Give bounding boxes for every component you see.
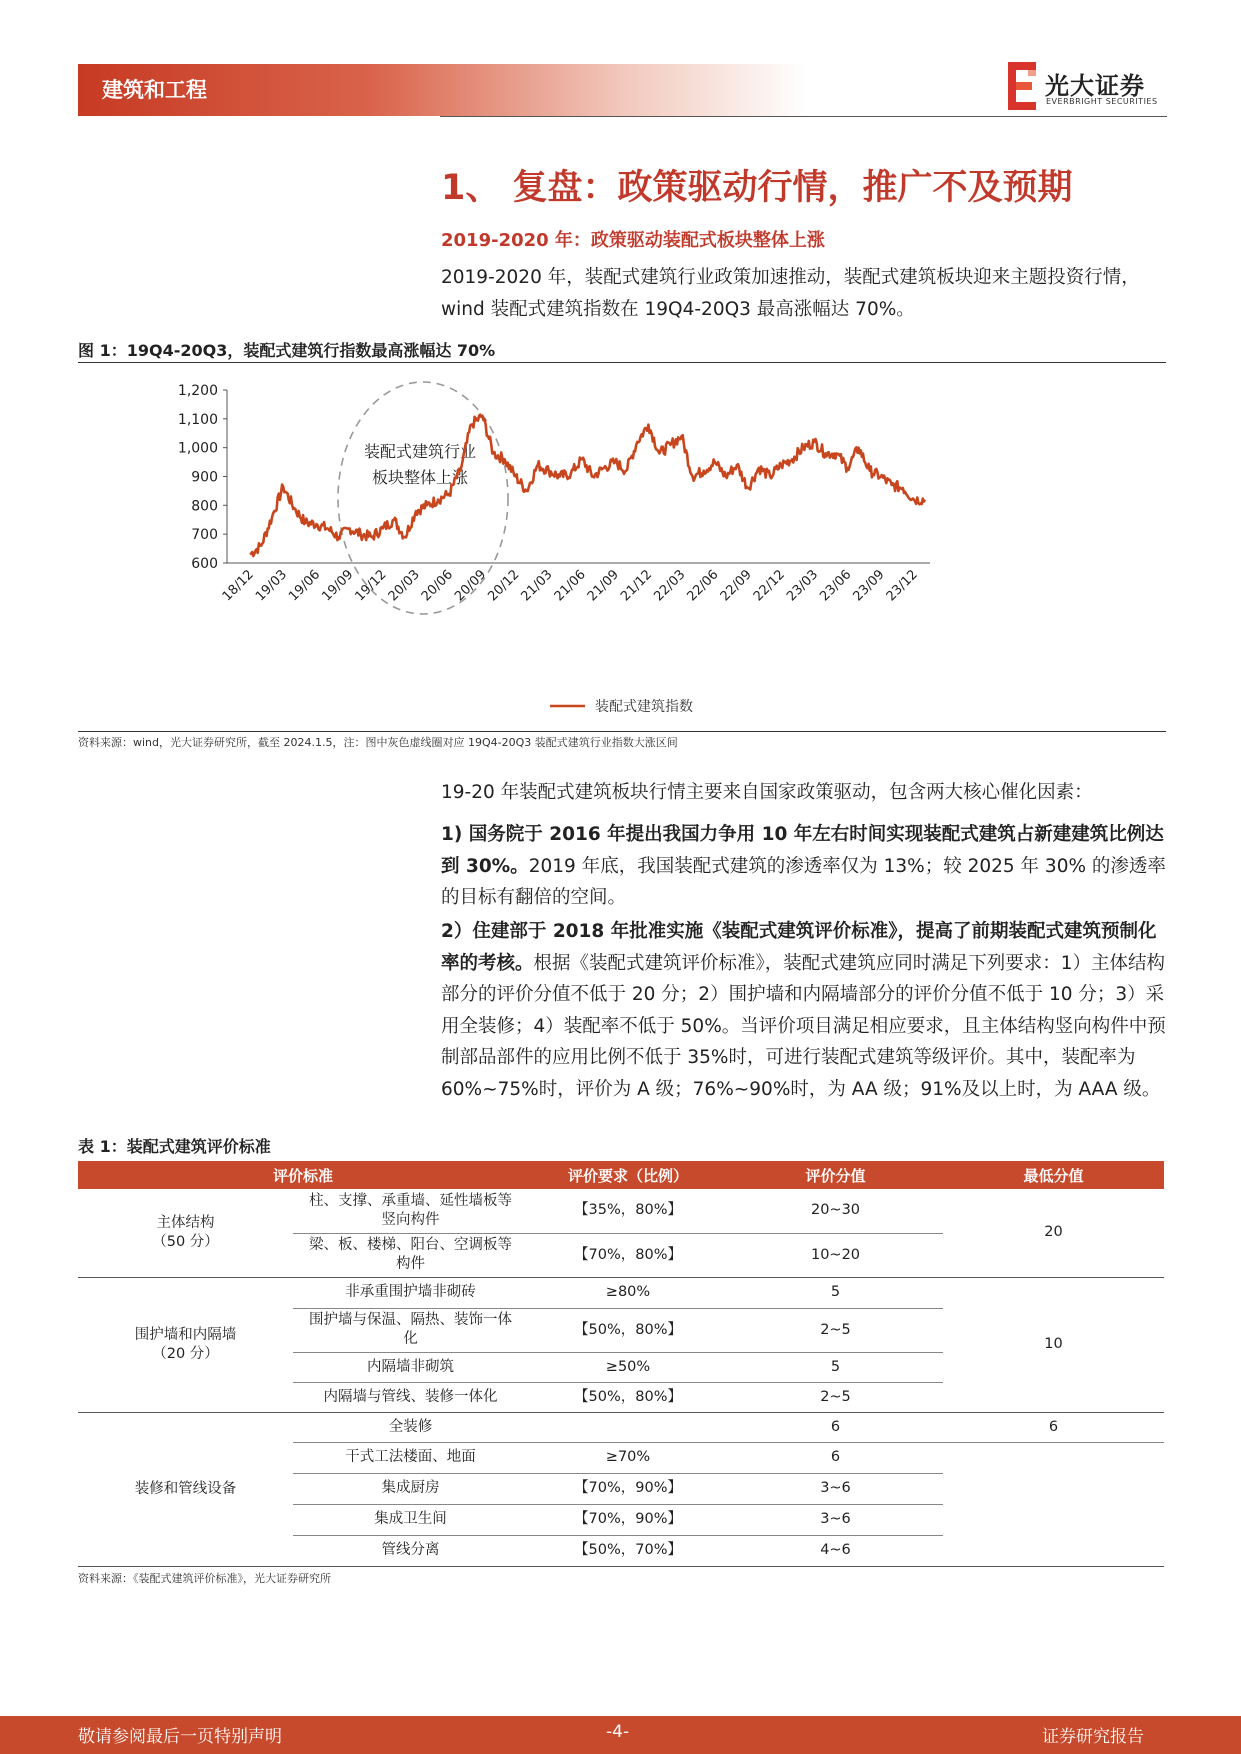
group-cell: 装修和管线设备	[78, 1412, 293, 1566]
item-cell: 集成卫生间	[293, 1504, 528, 1535]
y-tick-label: 800	[191, 498, 218, 515]
x-tick-label: 22/12	[750, 567, 788, 605]
table-title: 表 1：装配式建筑评价标准	[78, 1137, 271, 1156]
x-tick-label: 22/09	[717, 567, 755, 605]
x-tick-label: 20/06	[418, 567, 457, 605]
header-rule	[440, 116, 1167, 117]
figure-top-rule	[78, 362, 1166, 363]
item-cell: 梁、板、楼梯、阳台、空调板等 构件	[293, 1233, 528, 1277]
item-cell: 集成厨房	[293, 1473, 528, 1504]
index-line-chart	[150, 368, 1050, 728]
min-score-cell: 20	[943, 1189, 1164, 1277]
x-tick-label: 19/12	[352, 567, 390, 605]
x-tick-label: 23/09	[850, 567, 888, 605]
y-tick-label: 600	[191, 556, 218, 572]
x-tick-label: 20/12	[485, 567, 523, 605]
table-row	[78, 1189, 1164, 1233]
score-cell: 20~30	[728, 1189, 943, 1233]
score-cell: 2~5	[728, 1382, 943, 1412]
min-score-cell: 10	[943, 1277, 1164, 1412]
y-axis	[178, 383, 227, 572]
x-tick-label: 23/06	[817, 567, 855, 605]
y-tick-label: 700	[191, 527, 218, 544]
table-row	[78, 1277, 1164, 1308]
x-tick-label: 21/09	[584, 567, 622, 605]
footer-report-type: 证券研究报告	[1042, 1727, 1144, 1747]
logo-text: 光大证券	[1045, 72, 1145, 100]
requirement-cell: ≥80%	[528, 1277, 728, 1308]
paragraph-2-text: 根据《装配式建筑评价标准》，装配式建筑应同时满足下列要求：1）主体结构部分的评价分值不低于 20 分；2）围护墙和内隔墙部分的评价分值不低于 10 分；3）采用全装修；4）装配率不低于 50%。当评价项目满足相应要求，且主体结构竖向构件中预制部品部件的应用比例不低于 35%时，可进行装配式建筑等级评价。其中，装配率为 60%~75%时，评价为 A 级；76%~90%时，为 AA 级；91%及以上时，为 AAA 级。	[441, 952, 1166, 1100]
section-label: 建筑和工程	[102, 78, 207, 102]
requirement-cell: 【35%，80%】	[528, 1189, 728, 1233]
y-tick-label: 900	[191, 469, 218, 486]
subheading: 2019-2020 年：政策驱动装配式板块整体上涨	[441, 230, 825, 251]
footer-disclaimer: 敬请参阅最后一页特别声明	[78, 1727, 282, 1747]
item-cell: 围护墙与保温、隔热、装饰一体 化	[293, 1308, 528, 1352]
paragraph-1-bold: 1) 国务院于 2016 年提出我国力争用 10 年左右时间实现装配式建筑占新建建筑比例达到 30%。	[441, 824, 1164, 877]
x-tick-label: 23/12	[883, 567, 921, 605]
section-title: 1、 复盘：政策驱动行情，推广不及预期	[441, 168, 1073, 208]
item-cell: 柱、支撑、承重墙、延性墙板等 竖向构件	[293, 1189, 528, 1233]
x-tick-label: 21/12	[618, 567, 656, 605]
x-tick-label: 21/06	[551, 567, 589, 605]
item-cell: 内隔墙非砌筑	[293, 1352, 528, 1382]
requirement-cell: 【50%，80%】	[528, 1308, 728, 1352]
figure-source: 资料来源：wind，光大证券研究所，截至 2024.1.5，注：图中灰色虚线圈对应 19Q4-20Q3 装配式建筑行业指数大涨区间	[78, 736, 678, 749]
score-cell: 3~6	[728, 1504, 943, 1535]
paragraph-2-bold: 2）住建部于 2018 年批准实施《装配式建筑评价标准》，提高了前期装配式建筑预制化率的考核。	[441, 921, 1157, 974]
annotation-line-2: 板块整体上涨	[371, 468, 469, 487]
paragraph-1	[441, 819, 1166, 914]
page-number: -4-	[606, 1722, 630, 1742]
score-cell: 4~6	[728, 1535, 943, 1566]
requirement-cell	[528, 1412, 728, 1442]
table-header-row	[78, 1161, 1164, 1189]
everbright-logo-icon	[1008, 62, 1038, 110]
lead-paragraph: 19-20 年装配式建筑板块行情主要来自国家政策驱动，包含两大核心催化因素：	[441, 782, 1093, 803]
group-cell: 围护墙和内隔墙 （20 分）	[78, 1277, 293, 1412]
item-cell: 干式工法楼面、地面	[293, 1442, 528, 1473]
x-tick-label: 22/06	[684, 567, 722, 605]
x-tick-label: 23/03	[784, 567, 822, 605]
x-tick-label: 18/12	[219, 567, 257, 605]
score-cell: 2~5	[728, 1308, 943, 1352]
header-requirement: 评价要求（比例）	[528, 1161, 728, 1189]
x-tick-label: 19/09	[319, 567, 357, 605]
table-source: 资料来源：《装配式建筑评价标准》，光大证券研究所	[78, 1572, 331, 1585]
min-score-empty	[943, 1442, 1164, 1566]
y-tick-label: 1,100	[177, 411, 218, 428]
requirement-cell: 【70%，90%】	[528, 1473, 728, 1504]
requirement-cell: 【50%，70%】	[528, 1535, 728, 1566]
x-axis	[220, 563, 930, 604]
y-tick-label: 1,200	[177, 383, 218, 399]
y-tick-label: 1,000	[177, 440, 218, 457]
score-cell: 10~20	[728, 1233, 943, 1277]
x-tick-label: 22/03	[651, 567, 689, 605]
requirement-cell: ≥50%	[528, 1352, 728, 1382]
annotation-line-1: 装配式建筑行业	[363, 442, 477, 461]
legend-label: 装配式建筑指数	[595, 699, 693, 715]
item-cell: 内隔墙与管线、装修一体化	[293, 1382, 528, 1412]
item-cell: 管线分离	[293, 1535, 528, 1566]
figure-bottom-rule	[78, 731, 1166, 732]
score-cell: 6	[728, 1412, 943, 1442]
logo-subtext: EVERBRIGHT SECURITIES	[1046, 97, 1158, 106]
table-row	[78, 1412, 1164, 1442]
x-tick-label: 19/06	[286, 567, 324, 605]
requirement-cell: 【50%，80%】	[528, 1382, 728, 1412]
score-cell: 5	[728, 1352, 943, 1382]
score-cell: 5	[728, 1277, 943, 1308]
x-tick-label: 20/03	[385, 567, 423, 605]
group-cell: 主体结构 （50 分）	[78, 1189, 293, 1277]
header-score: 评价分值	[728, 1161, 943, 1189]
header-criteria: 评价标准	[78, 1161, 528, 1189]
score-cell: 3~6	[728, 1473, 943, 1504]
min-score-cell: 6	[943, 1412, 1164, 1442]
requirement-cell: ≥70%	[528, 1442, 728, 1473]
item-cell: 非承重围护墙非砌砖	[293, 1277, 528, 1308]
x-tick-label: 19/03	[252, 567, 291, 605]
x-tick-label: 21/03	[518, 567, 556, 605]
score-cell: 6	[728, 1442, 943, 1473]
requirement-cell: 【70%，90%】	[528, 1504, 728, 1535]
paragraph-1-text: 2019 年底，我国装配式建筑的渗透率仅为 13%；较 2025 年 30% 的渗透率的目标有翻倍的空间。	[441, 855, 1166, 908]
x-tick-label: 20/09	[452, 567, 490, 605]
requirement-cell: 【70%，80%】	[528, 1233, 728, 1277]
header-min-score: 最低分值	[943, 1161, 1164, 1189]
figure-title: 图 1：19Q4-20Q3，装配式建筑行指数最高涨幅达 70%	[78, 341, 496, 360]
intro-paragraph: 2019-2020 年，装配式建筑行业政策加速推动，装配式建筑板块迎来主题投资行情，wind 装配式建筑指数在 19Q4-20Q3 最高涨幅达 70%。	[441, 267, 1140, 320]
paragraph-2	[441, 916, 1166, 1105]
standard-table	[78, 1161, 1164, 1567]
item-cell: 全装修	[293, 1412, 528, 1442]
